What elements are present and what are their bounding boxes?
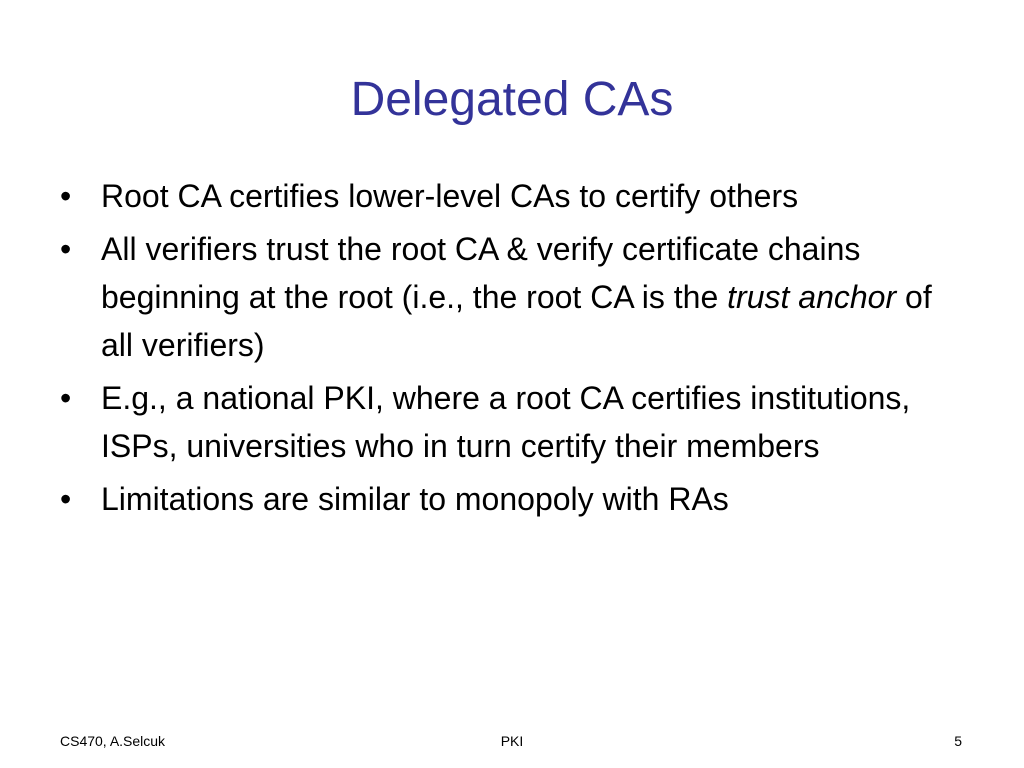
bullet-icon: • xyxy=(60,231,72,267)
bullet-icon: • xyxy=(60,380,72,416)
bullet-list xyxy=(60,172,960,528)
bullet-icon: • xyxy=(60,481,72,517)
footer-topic: PKI xyxy=(500,733,524,749)
bullet-text-after-emphasis: of all verifiers) xyxy=(101,279,932,363)
bullet-item-national-pki xyxy=(60,374,960,470)
slide-title: Delegated CAs xyxy=(350,73,674,126)
footer-author: CS470, A.Selcuk xyxy=(60,733,166,749)
bullet-text: E.g., a national PKI, where a root CA certifies institutions, ISPs, universities who in turn certify their members xyxy=(101,380,911,464)
bullet-text: Root CA certifies lower-level CAs to certify others xyxy=(101,178,799,214)
bullet-icon: • xyxy=(60,178,72,214)
footer-page-number: 5 xyxy=(954,733,962,749)
bullet-item-limitations xyxy=(60,475,960,523)
bullet-item-root-ca xyxy=(60,172,960,220)
bullet-text: Limitations are similar to monopoly with RAs xyxy=(101,481,729,517)
bullet-item-verifiers xyxy=(60,225,960,369)
trust-anchor-emphasis: trust anchor xyxy=(727,279,897,315)
bullet-text xyxy=(101,231,932,363)
bullet-text-before-emphasis: All verifiers trust the root CA & verify certificate chains beginning at the root (i.e., the root CA is the xyxy=(101,231,861,315)
